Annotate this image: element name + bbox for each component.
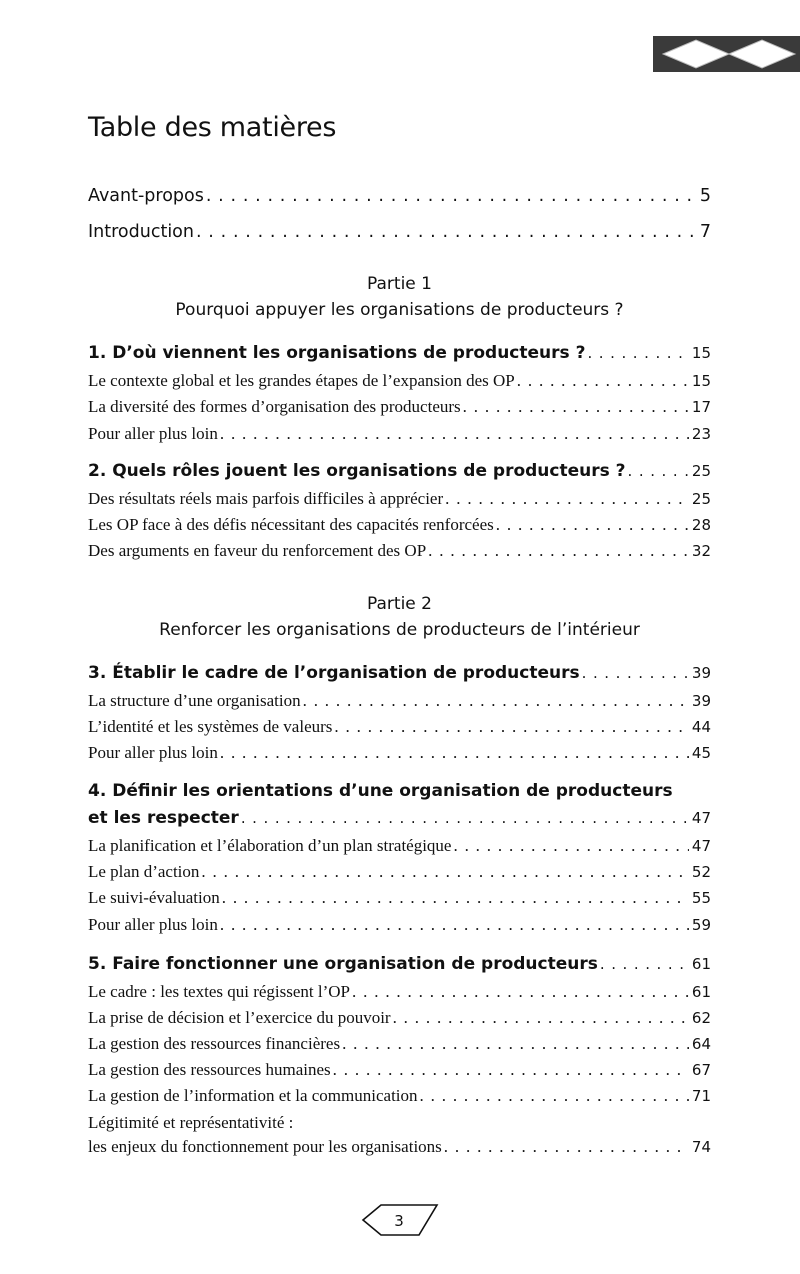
toc-entry-avant-propos[interactable]: [88, 186, 711, 210]
toc-page-number: 28: [691, 516, 711, 534]
toc-entry[interactable]: [88, 717, 711, 739]
toc-page-number: 67: [691, 1061, 711, 1079]
toc-entry-label: Pour aller plus loin: [88, 743, 218, 762]
toc-entry-label: La gestion des ressources humaines: [88, 1060, 331, 1079]
toc-page-number: 15: [691, 344, 711, 362]
toc-entry-introduction[interactable]: [88, 222, 711, 246]
dot-leader: [463, 397, 689, 417]
toc-entry-label: La diversité des formes d’organisation des producteurs: [88, 397, 461, 416]
toc-page-number: 55: [691, 889, 711, 907]
chapter-title: 5. Faire fonctionner une organisation de producteurs: [88, 954, 598, 974]
toc-chapter-5[interactable]: [88, 954, 711, 978]
toc-page-number: 52: [691, 863, 711, 881]
dot-leader: [220, 743, 689, 763]
toc-page-number: 64: [691, 1035, 711, 1053]
toc-entry[interactable]: [88, 836, 711, 858]
toc-page-number: 45: [691, 744, 711, 762]
dot-leader: [352, 982, 689, 1002]
toc-page-number: 44: [691, 718, 711, 736]
chapter-title: et les respecter: [88, 808, 239, 828]
toc-entry-label: Des résultats réels mais parfois difficiles à apprécier: [88, 489, 444, 508]
toc-page-number: 25: [691, 462, 711, 480]
toc-entry-label: Pour aller plus loin: [88, 424, 218, 443]
toc-entry-label: Le suivi-évaluation: [88, 888, 220, 907]
dot-leader: [220, 424, 689, 444]
toc-page-number: 39: [691, 664, 711, 682]
toc-entry[interactable]: [88, 743, 711, 765]
toc-page-number: 47: [691, 809, 711, 827]
toc-entry[interactable]: [88, 1137, 711, 1159]
toc-page-number: 61: [691, 983, 711, 1001]
toc-page-number: 39: [691, 692, 711, 710]
toc-page-number: 15: [691, 372, 711, 390]
chapter-title: 2. Quels rôles jouent les organisations de producteurs ?: [88, 461, 626, 481]
dot-leader: [628, 462, 689, 480]
part-1-label: Partie 1: [367, 274, 432, 294]
dot-leader: [334, 717, 689, 737]
dot-leader: [393, 1008, 689, 1028]
toc-entry-label: La gestion des ressources financières: [88, 1034, 341, 1053]
part-1-subtitle: Pourquoi appuyer les organisations de producteurs ?: [175, 300, 624, 320]
chapter-title: 3. Établir le cadre de l’organisation de producteurs: [88, 663, 580, 683]
toc-entry[interactable]: [88, 1034, 711, 1056]
toc-entry-label: La structure d’une organisation: [88, 691, 301, 710]
toc-entry-label: L’identité et les systèmes de valeurs: [88, 717, 333, 736]
toc-entry-label: Le plan d’action: [88, 862, 200, 881]
dot-leader: [201, 862, 689, 882]
toc-page-number: 5: [699, 186, 711, 206]
toc-chapter-2[interactable]: [88, 461, 711, 485]
page-number-badge: [361, 1203, 439, 1237]
toc-page-number: 23: [691, 425, 711, 443]
dot-leader: [428, 541, 689, 561]
toc-chapter-4[interactable]: [88, 808, 711, 832]
toc-entry[interactable]: [88, 371, 711, 393]
dot-leader: [445, 489, 689, 509]
toc-entry[interactable]: [88, 982, 711, 1004]
dot-leader: [517, 371, 689, 391]
dot-leader: [241, 809, 689, 827]
toc-chapter-4-title-line1[interactable]: 4. Définir les orientations d’une organisation de producteurs: [88, 781, 673, 801]
toc-entry-label: Avant-propos: [88, 186, 204, 206]
toc-entry-label: La planification et l’élaboration d’un plan stratégique: [88, 836, 452, 855]
toc-entry[interactable]: [88, 1060, 711, 1082]
toc-page-number: 47: [691, 837, 711, 855]
toc-entry-label: Des arguments en faveur du renforcement des OP: [88, 541, 427, 560]
toc-entry-label: les enjeux du fonctionnement pour les organisations: [88, 1137, 442, 1156]
toc-entry[interactable]: [88, 515, 711, 537]
toc-page-number: 59: [691, 916, 711, 934]
dot-leader: [587, 344, 688, 362]
dot-leader: [342, 1034, 689, 1054]
toc-entry[interactable]: [88, 397, 711, 419]
corner-diamond-decoration: [653, 36, 800, 72]
chapter-title: 1. D’où viennent les organisations de producteurs ?: [88, 343, 586, 363]
toc-page-number: 32: [691, 542, 711, 560]
part-2-label: Partie 2: [367, 594, 432, 614]
page-title: Table des matières: [88, 112, 337, 143]
toc-page-number: 61: [691, 955, 711, 973]
toc-entry-line1[interactable]: Légitimité et représentativité :: [88, 1113, 294, 1132]
page-number: 3: [394, 1212, 404, 1230]
toc-entry-label: Introduction: [88, 222, 194, 242]
toc-entry[interactable]: [88, 1008, 711, 1030]
dot-leader: [222, 888, 689, 908]
toc-page-number: 7: [699, 222, 711, 242]
toc-page-number: 74: [691, 1138, 711, 1156]
toc-entry[interactable]: [88, 888, 711, 910]
toc-page-number: 71: [691, 1087, 711, 1105]
dot-leader: [303, 691, 689, 711]
dot-leader: [444, 1137, 689, 1157]
toc-entry[interactable]: [88, 424, 711, 446]
toc-entry-label: Les OP face à des défis nécessitant des capacités renforcées: [88, 515, 494, 534]
toc-entry-label: La gestion de l’information et la communication: [88, 1086, 418, 1105]
toc-chapter-1[interactable]: [88, 343, 711, 367]
toc-chapter-3[interactable]: [88, 663, 711, 687]
toc-entry[interactable]: [88, 915, 711, 937]
dot-leader: [220, 915, 689, 935]
part-2-subtitle: Renforcer les organisations de producteurs de l’intérieur: [159, 620, 640, 640]
dot-leader: [582, 664, 689, 682]
toc-entry[interactable]: [88, 489, 711, 511]
dot-leader: [600, 955, 689, 973]
toc-entry[interactable]: [88, 1086, 711, 1108]
toc-entry-label: Pour aller plus loin: [88, 915, 218, 934]
dot-leader: [206, 186, 697, 206]
dot-leader: [420, 1086, 689, 1106]
toc-entry-label: Le cadre : les textes qui régissent l’OP: [88, 982, 351, 1001]
toc-entry[interactable]: [88, 691, 711, 713]
toc-page-number: 62: [691, 1009, 711, 1027]
dot-leader: [196, 222, 697, 242]
toc-entry[interactable]: [88, 862, 711, 884]
toc-entry-label: Le contexte global et les grandes étapes de l’expansion des OP: [88, 371, 515, 390]
toc-entry-label: La prise de décision et l’exercice du pouvoir: [88, 1008, 391, 1027]
dot-leader: [496, 515, 689, 535]
toc-page-number: 25: [691, 490, 711, 508]
dot-leader: [453, 836, 688, 856]
toc-page-number: 17: [691, 398, 711, 416]
dot-leader: [333, 1060, 689, 1080]
toc-entry[interactable]: [88, 541, 711, 563]
